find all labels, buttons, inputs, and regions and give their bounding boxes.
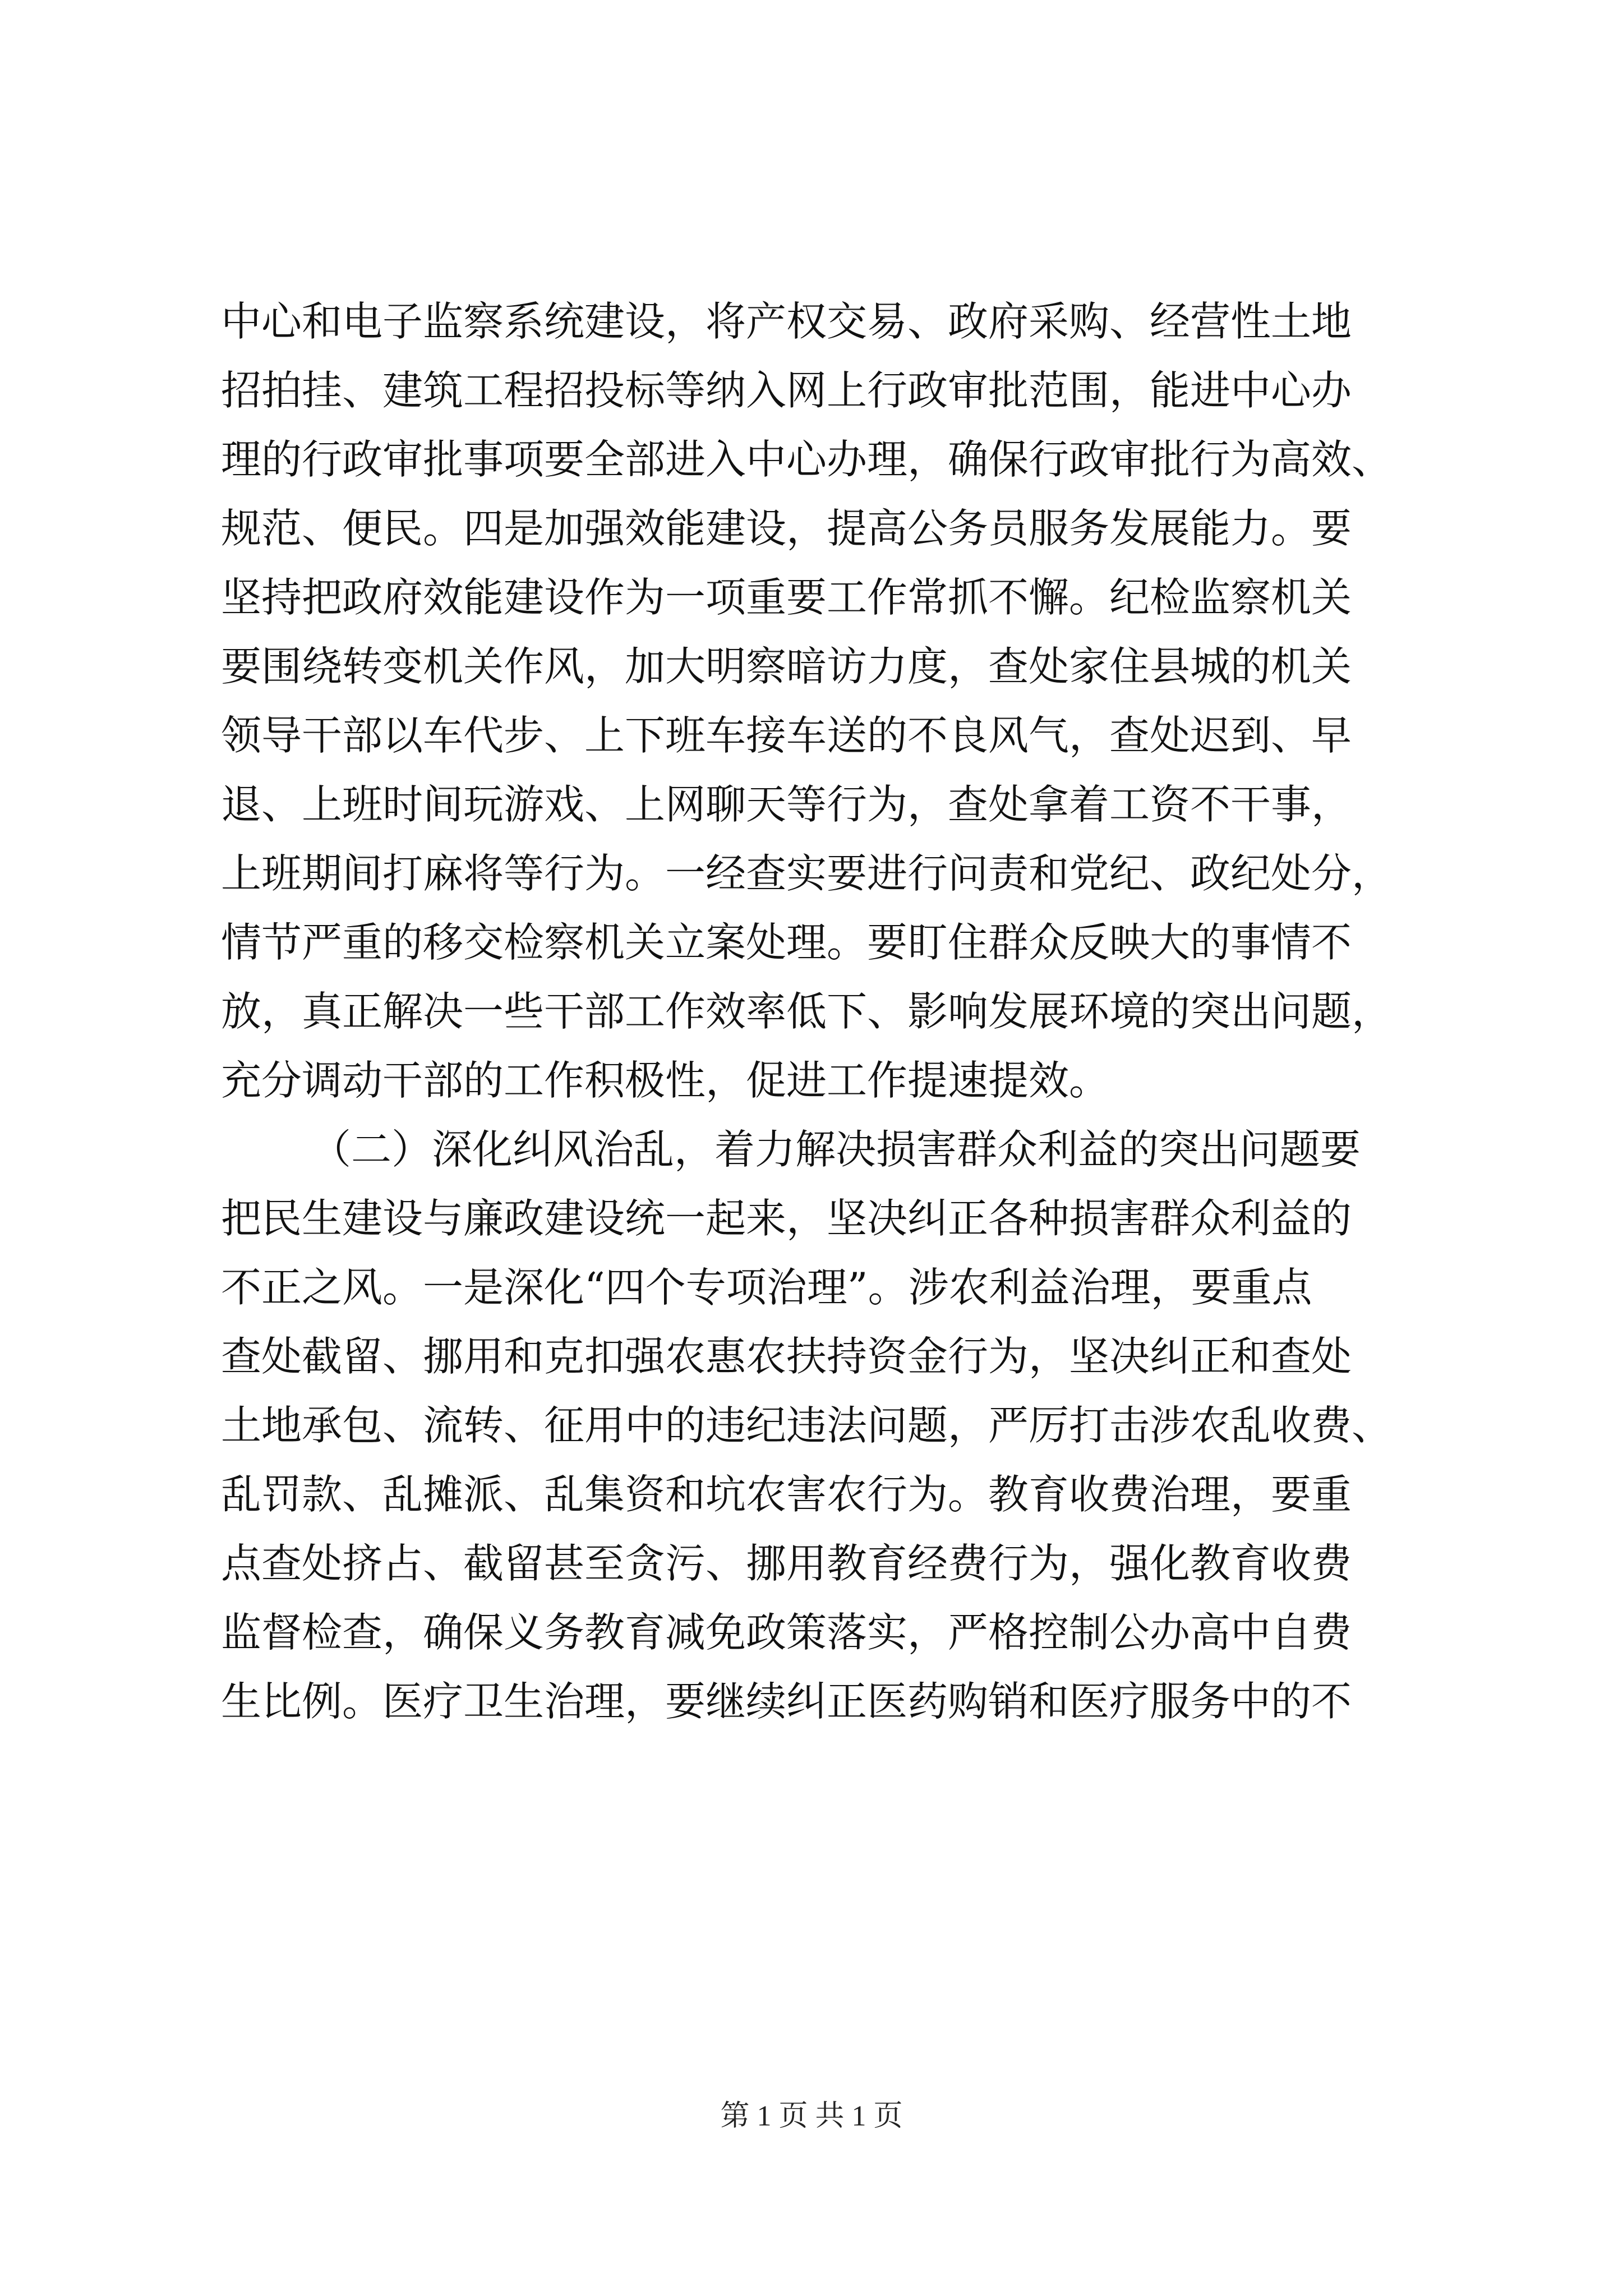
body-line-14: 把民生建设与廉政建设统一起来，坚决纠正各种损害群众利益的 [221,1195,1352,1242]
body-line-1: 中心和电子监察系统建设，将产权交易、政府采购、经营性土地 [221,298,1352,345]
body-line-18: 乱罚款、乱摊派、乱集资和坑农害农行为。教育收费治理，要重 [221,1471,1352,1518]
body-line-7: 领导干部以车代步、上下班车接车送的不良风气，查处迟到、早 [221,712,1352,759]
body-line-8: 退、上班时间玩游戏、上网聊天等行为，查处拿着工资不干事， [221,781,1352,828]
body-line-11: 放，真正解决一些干部工作效率低下、影响发展环境的突出问题， [221,988,1393,1035]
body-line-21: 生比例。医疗卫生治理，要继续纠正医药购销和医疗服务中的不 [221,1678,1352,1725]
body-line-12: 充分调动干部的工作积极性，促进工作提速提效。 [221,1057,1110,1104]
body-line-19: 点查处挤占、截留甚至贪污、挪用教育经费行为，强化教育收费 [221,1540,1352,1587]
document-body [221,287,1455,1736]
page-number-footer: 第 1 页 共 1 页 [720,2100,903,2132]
body-line-17: 土地承包、流转、征用中的违纪违法问题，严厉打击涉农乱收费、 [221,1402,1393,1449]
body-line-5: 坚持把政府效能建设作为一项重要工作常抓不懈。纪检监察机关 [221,574,1352,621]
body-line-15: 不正之风。一是深化“四个专项治理”。涉农利益治理，要重点 [221,1264,1312,1311]
body-line-9: 上班期间打麻将等行为。一经查实要进行问责和党纪、政纪处分， [221,850,1393,897]
section-heading-line: （二）深化纠风治乱，着力解决损害群众利益的突出问题要 [311,1126,1361,1173]
body-line-6: 要围绕转变机关作风，加大明察暗访力度，查处家住县城的机关 [221,643,1352,690]
body-line-10: 情节严重的移交检察机关立案处理。要盯住群众反映大的事情不 [221,919,1352,966]
body-line-2: 招拍挂、建筑工程招投标等纳入网上行政审批范围，能进中心办 [221,367,1352,414]
body-line-16: 查处截留、挪用和克扣强农惠农扶持资金行为，坚决纠正和查处 [221,1333,1352,1380]
body-line-4: 规范、便民。四是加强效能建设，提高公务员服务发展能力。要 [221,505,1352,552]
body-line-3: 理的行政审批事项要全部进入中心办理，确保行政审批行为高效、 [221,436,1393,483]
body-line-20: 监督检查，确保义务教育减免政策落实，严格控制公办高中自费 [221,1609,1352,1656]
